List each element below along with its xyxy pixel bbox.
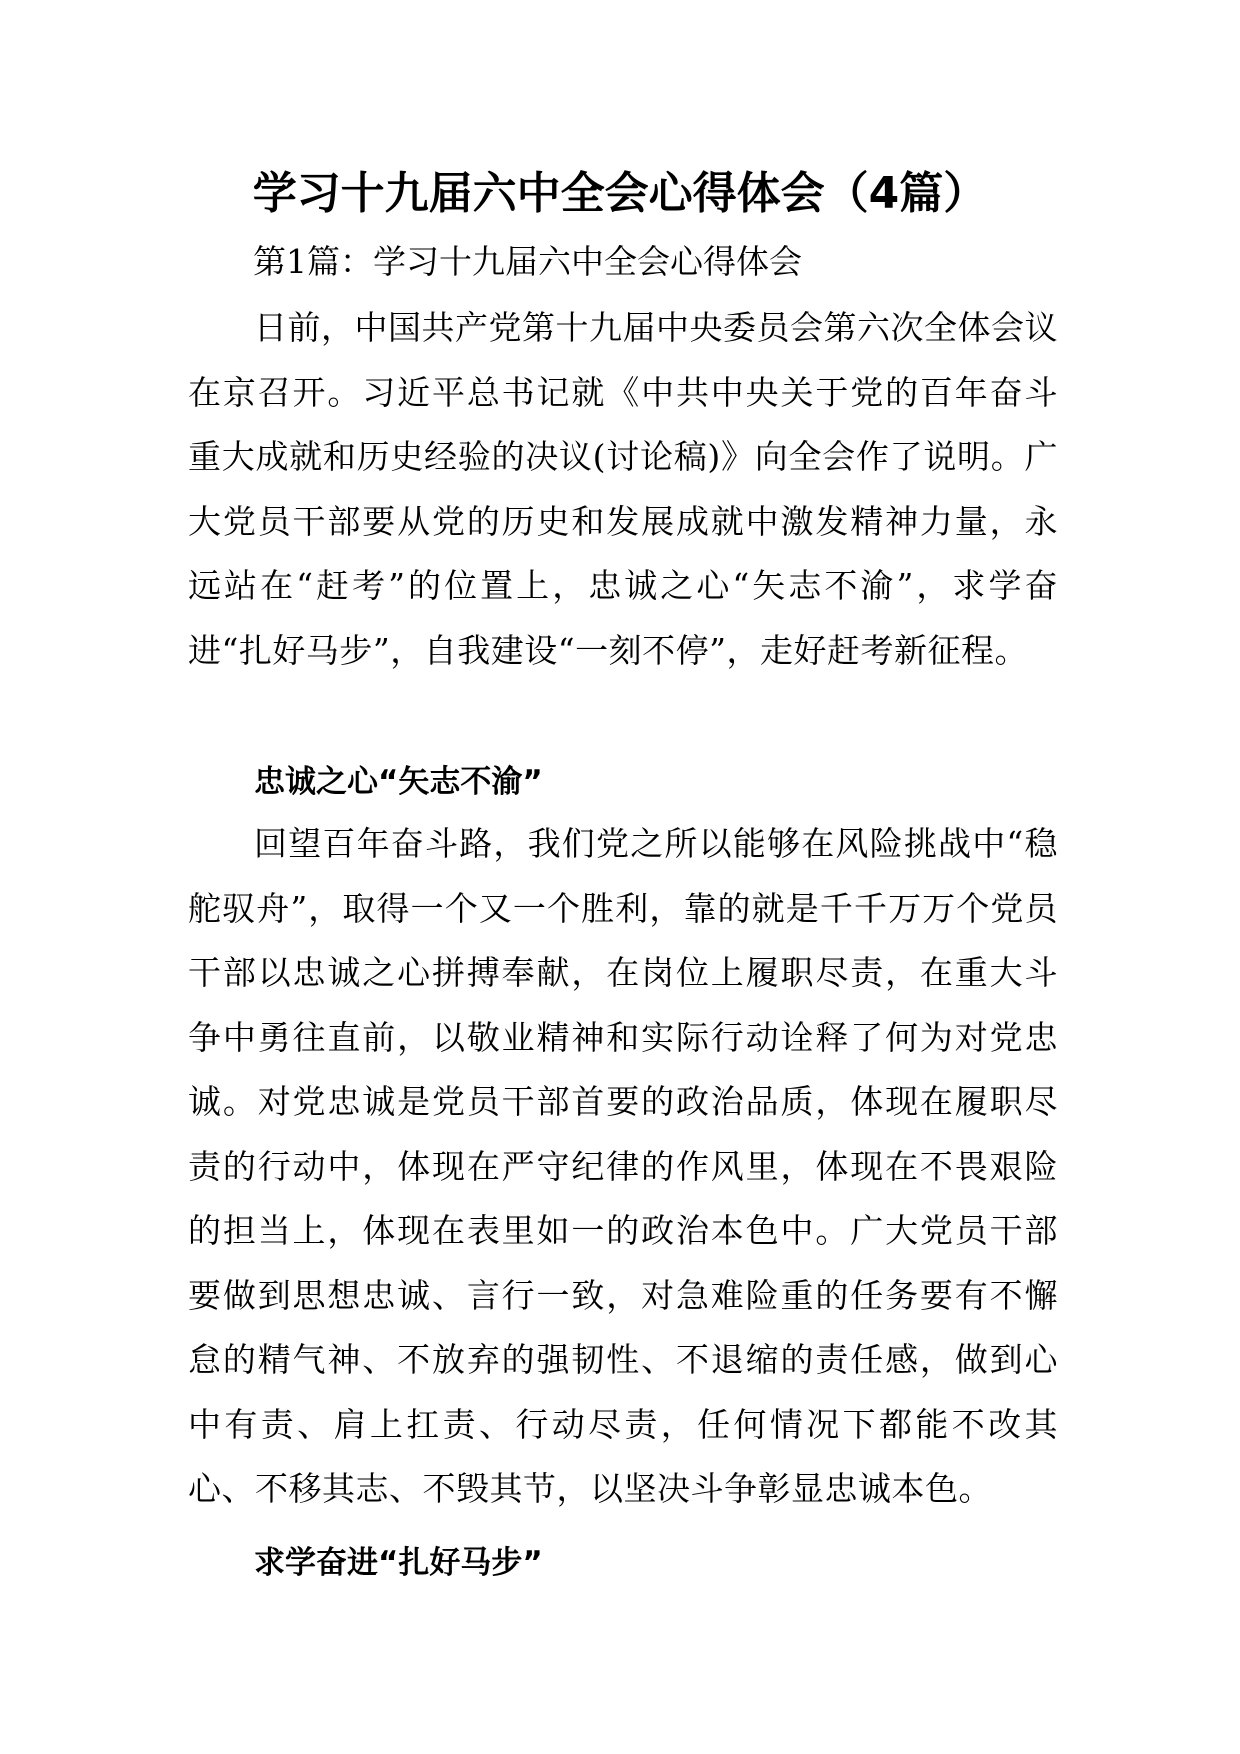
section-heading-study: 求学奋进“扎好马步”: [254, 1545, 543, 1581]
article-subtitle: 第1篇：学习十九届六中全会心得体会: [253, 242, 802, 281]
section-heading-loyalty: 忠诚之心“矢志不渝”: [254, 764, 543, 800]
document-title: 学习十九届六中全会心得体会（4篇）: [252, 168, 988, 219]
intro-paragraph: 日前，中国共产党第十九届中央委员会第六次全体会议在京召开。习近平总书记就《中共中央关于党的百年奋斗重大成就和历史经验的决议(讨论稿)》向全会作了说明。广大党员干部要从党的历史和发展成就中激发精神力量，永远站在“赶考”的位置上，忠诚之心“矢志不渝”，求学奋进“扎好马步”，自我建设“一刻不停”，走好赶考新征程。: [188, 308, 1058, 670]
loyalty-paragraph: 回望百年奋斗路，我们党之所以能够在风险挑战中“稳舵驭舟”，取得一个又一个胜利，靠的就是千千万万个党员干部以忠诚之心拼搏奉献，在岗位上履职尽责，在重大斗争中勇往直前，以敬业精神和实际行动诠释了何为对党忠诚。对党忠诚是党员干部首要的政治品质，体现在履职尽责的行动中，体现在严守纪律的作风里，体现在不畏艰险的担当上，体现在表里如一的政治本色中。广大党员干部要做到思想忠诚、言行一致，对急难险重的任务要有不懈怠的精气神、不放弃的强韧性、不退缩的责任感，做到心中有责、肩上扛责、行动尽责，任何情况下都能不改其心、不移其志、不毁其节，以坚决斗争彰显忠诚本色。: [188, 824, 1058, 1508]
